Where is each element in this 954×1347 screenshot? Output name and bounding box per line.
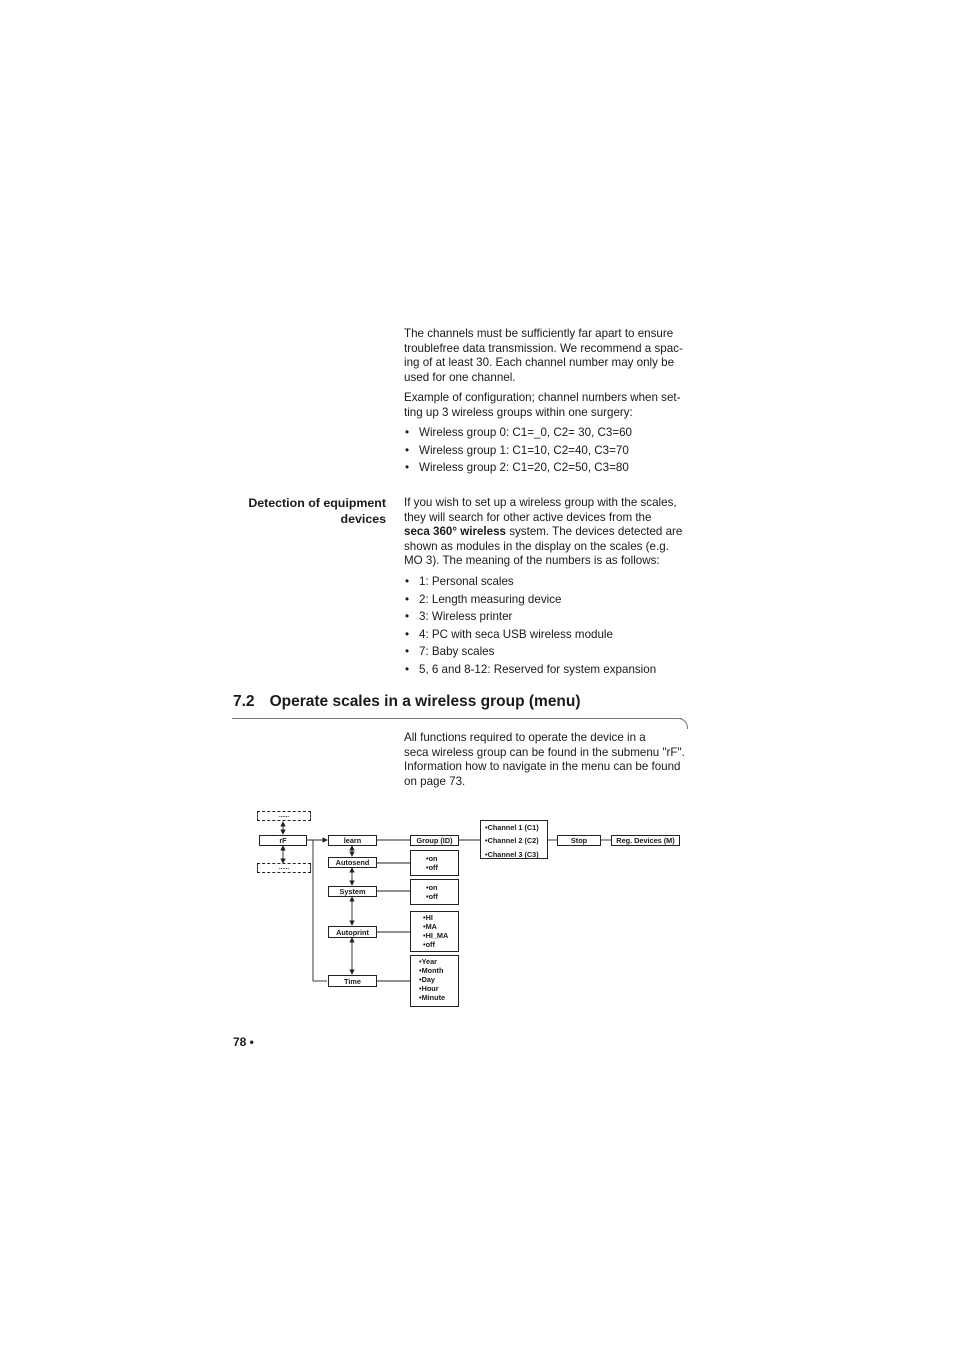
menu-reg-devices: Reg. Devices (M) xyxy=(611,835,680,846)
section-heading xyxy=(233,693,581,711)
para1-line: The channels must be sufficiently far apart to ensure xyxy=(404,327,674,340)
system-options: • on • off xyxy=(410,879,459,905)
list-item: • Wireless group 2: C1=20, C2=50, C3=80 xyxy=(404,459,690,477)
menu-autosend: Autosend xyxy=(328,857,377,868)
list-item: • Wireless group 1: C1=10, C2=40, C3=70 xyxy=(404,442,690,460)
list-item: • 3: Wireless printer xyxy=(404,608,690,626)
detection-paragraph: If you wish to set up a wireless group with the scales, they will search for other active devices from the seca 360° wireless system. The devices detected are shown as modules in the display on the scales (e.g. MO 3). The meaning of the numbers is as follows: xyxy=(404,496,683,568)
menu-group-id: Group (ID) xyxy=(410,835,459,846)
section-rule xyxy=(232,718,682,719)
detection-heading: Detection of equipment devices xyxy=(248,496,386,526)
wireless-group-list xyxy=(404,424,690,477)
para1-line: troublefree data transmission. We recommend a spac- xyxy=(404,341,683,355)
page-number: 78 • xyxy=(233,1035,254,1049)
menu-time: Time xyxy=(328,975,377,987)
section-number: 7.2 xyxy=(233,693,255,710)
menu-rf: rF xyxy=(259,835,307,846)
menu-previous-placeholder: ...... xyxy=(257,811,311,821)
menu-autoprint: Autoprint xyxy=(328,926,377,938)
brand-name: seca 360° wireless xyxy=(404,525,506,539)
menu-learn: learn xyxy=(328,835,377,846)
autosend-options: • on • off xyxy=(410,850,459,876)
list-item: • 4: PC with seca USB wireless module xyxy=(404,626,690,644)
list-item: • 2: Length measuring device xyxy=(404,591,690,609)
channel-options: • Channel 1 (C1) • Channel 2 (C2) • Channel 3 (C3) xyxy=(480,820,548,859)
list-item: • 7: Baby scales xyxy=(404,643,690,661)
section-intro: All functions required to operate the device in a seca wireless group can be found in the submenu "rF". Information how to navigate in the menu can be found on page 73. xyxy=(404,731,685,788)
para1-line: used for one channel. xyxy=(404,370,516,384)
list-item: • Wireless group 0: C1=_0, C2= 30, C3=60 xyxy=(404,424,690,442)
list-item: • 1: Personal scales xyxy=(404,573,690,591)
menu-stop: Stop xyxy=(557,835,601,846)
menu-next-placeholder: ...... xyxy=(257,863,311,873)
section-rule-curve xyxy=(674,718,688,729)
device-list xyxy=(404,573,690,679)
channels-paragraph xyxy=(404,327,690,385)
para2-line: ting up 3 wireless groups within one surgery: xyxy=(404,405,633,419)
list-item: • 5, 6 and 8-12: Reserved for system expansion xyxy=(404,661,690,679)
para2-line: Example of configuration; channel numbers when set- xyxy=(404,391,681,404)
menu-system: System xyxy=(328,886,377,897)
para1-line: ing of at least 30. Each channel number may only be xyxy=(404,356,675,370)
autoprint-options: • HI • MA • HI_MA • off xyxy=(410,911,459,952)
example-paragraph xyxy=(404,391,690,420)
section-title: Operate scales in a wireless group (menu) xyxy=(269,693,581,710)
time-options: • Year • Month • Day • Hour • Minute xyxy=(410,955,459,1007)
